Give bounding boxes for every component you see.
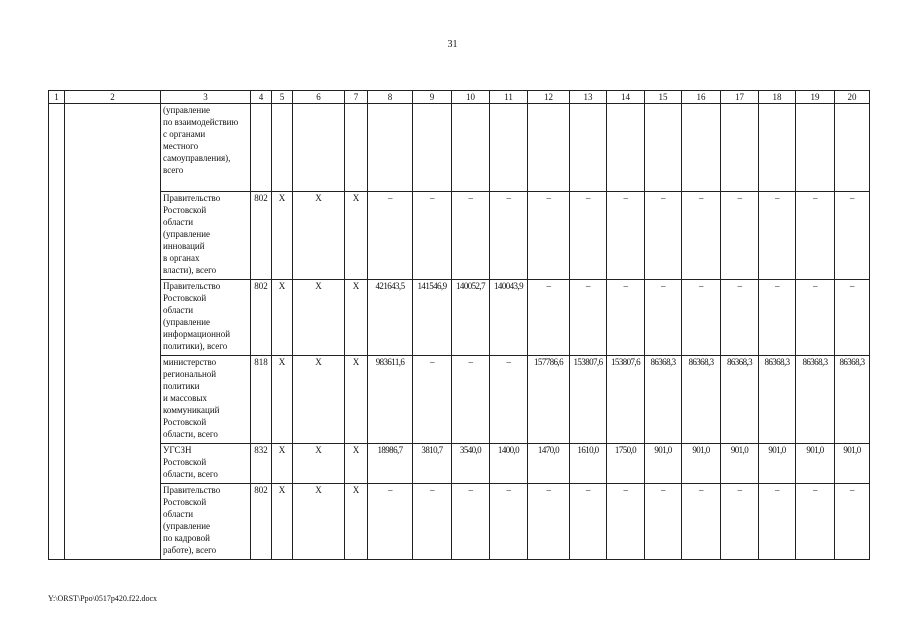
table-cell: 86368,3 bbox=[682, 356, 721, 444]
column-header: 18 bbox=[759, 91, 796, 104]
table-cell: – bbox=[759, 192, 796, 280]
table-cell: – bbox=[759, 280, 796, 356]
table-cell bbox=[721, 104, 759, 192]
column-header: 4 bbox=[251, 91, 272, 104]
table-row bbox=[49, 104, 870, 192]
table-cell bbox=[645, 104, 682, 192]
document-file-path: Y:\ORST\Ppo\0517p420.f22.docx bbox=[48, 594, 158, 603]
table-cell: – bbox=[452, 484, 490, 560]
table-cell: 86368,3 bbox=[645, 356, 682, 444]
table-cell: – bbox=[528, 192, 570, 280]
table-cell: – bbox=[570, 192, 607, 280]
table-cell: – bbox=[835, 192, 870, 280]
table-cell: – bbox=[452, 356, 490, 444]
table-cell: – bbox=[796, 280, 835, 356]
table-cell bbox=[368, 104, 413, 192]
executor-name: Правительство Ростовской области (управление информационной политики), всего bbox=[161, 280, 251, 356]
table-cell: – bbox=[682, 484, 721, 560]
table-cell: 86368,3 bbox=[796, 356, 835, 444]
table-cell: – bbox=[835, 280, 870, 356]
table-cell: – bbox=[796, 484, 835, 560]
table-cell: – bbox=[490, 356, 528, 444]
table-cell bbox=[570, 104, 607, 192]
table-cell: X bbox=[345, 444, 368, 484]
table-cell: 901,0 bbox=[835, 444, 870, 484]
table-cell: X bbox=[272, 192, 293, 280]
column-header: 6 bbox=[293, 91, 345, 104]
table-cell: 832 bbox=[251, 444, 272, 484]
table-cell bbox=[759, 104, 796, 192]
table-cell bbox=[251, 104, 272, 192]
table-cell: 140043,9 bbox=[490, 280, 528, 356]
table-row bbox=[49, 444, 870, 484]
table-row bbox=[49, 280, 870, 356]
table-cell: 421643,5 bbox=[368, 280, 413, 356]
table-cell bbox=[345, 104, 368, 192]
table-cell: 86368,3 bbox=[835, 356, 870, 444]
table-cell: X bbox=[345, 356, 368, 444]
table-cell bbox=[452, 104, 490, 192]
table-cell: X bbox=[293, 356, 345, 444]
table-cell: 3810,7 bbox=[413, 444, 452, 484]
header-row bbox=[49, 91, 870, 104]
program-cell bbox=[65, 104, 161, 560]
table-cell: – bbox=[570, 484, 607, 560]
table-cell: – bbox=[413, 356, 452, 444]
table-cell: X bbox=[272, 356, 293, 444]
table-cell bbox=[413, 104, 452, 192]
table-cell: – bbox=[490, 192, 528, 280]
table-cell: – bbox=[490, 484, 528, 560]
table-cell: 141546,9 bbox=[413, 280, 452, 356]
table-cell: – bbox=[413, 484, 452, 560]
table-cell: 983611,6 bbox=[368, 356, 413, 444]
budget-table-container bbox=[48, 90, 870, 560]
index-cell bbox=[49, 104, 65, 560]
column-header: 15 bbox=[645, 91, 682, 104]
table-cell: 86368,3 bbox=[721, 356, 759, 444]
table-cell: 802 bbox=[251, 192, 272, 280]
table-cell: 1470,0 bbox=[528, 444, 570, 484]
table-cell: X bbox=[293, 484, 345, 560]
table-row bbox=[49, 192, 870, 280]
column-header: 7 bbox=[345, 91, 368, 104]
table-cell: 140052,7 bbox=[452, 280, 490, 356]
table-cell: – bbox=[607, 192, 645, 280]
executor-name: Правительство Ростовской области (управление по кадровой работе), всего bbox=[161, 484, 251, 560]
column-header: 19 bbox=[796, 91, 835, 104]
table-cell: 3540,0 bbox=[452, 444, 490, 484]
table-cell: 153807,6 bbox=[607, 356, 645, 444]
table-cell: – bbox=[607, 484, 645, 560]
table-cell: – bbox=[528, 484, 570, 560]
column-header: 10 bbox=[452, 91, 490, 104]
executor-name: УГСЗН Ростовской области, всего bbox=[161, 444, 251, 484]
column-header: 14 bbox=[607, 91, 645, 104]
table-cell: – bbox=[368, 192, 413, 280]
column-header: 8 bbox=[368, 91, 413, 104]
table-cell: 157786,6 bbox=[528, 356, 570, 444]
table-cell: – bbox=[721, 192, 759, 280]
table-cell: – bbox=[368, 484, 413, 560]
table-cell: – bbox=[645, 280, 682, 356]
table-cell: X bbox=[272, 484, 293, 560]
table-cell: 802 bbox=[251, 484, 272, 560]
table-cell: 86368,3 bbox=[759, 356, 796, 444]
table-cell: – bbox=[682, 280, 721, 356]
table-cell: – bbox=[682, 192, 721, 280]
table-cell: – bbox=[835, 484, 870, 560]
table-cell: X bbox=[293, 192, 345, 280]
table-cell bbox=[528, 104, 570, 192]
page-number: 31 bbox=[447, 39, 458, 50]
column-header: 1 bbox=[49, 91, 65, 104]
table-cell: 901,0 bbox=[721, 444, 759, 484]
column-header: 12 bbox=[528, 91, 570, 104]
column-header: 9 bbox=[413, 91, 452, 104]
table-cell bbox=[835, 104, 870, 192]
table-cell: X bbox=[345, 280, 368, 356]
column-header: 3 bbox=[161, 91, 251, 104]
table-cell: 802 bbox=[251, 280, 272, 356]
table-cell: X bbox=[345, 484, 368, 560]
table-cell: – bbox=[570, 280, 607, 356]
table-cell bbox=[490, 104, 528, 192]
column-header: 11 bbox=[490, 91, 528, 104]
table-cell bbox=[607, 104, 645, 192]
table-cell bbox=[796, 104, 835, 192]
table-cell: – bbox=[721, 484, 759, 560]
table-cell: – bbox=[645, 192, 682, 280]
column-header: 16 bbox=[682, 91, 721, 104]
budget-table bbox=[48, 90, 870, 560]
table-cell: 153807,6 bbox=[570, 356, 607, 444]
executor-name: министерство региональной политики и массовых коммуникаций Ростовской области, всего bbox=[161, 356, 251, 444]
column-header: 2 bbox=[65, 91, 161, 104]
table-row bbox=[49, 484, 870, 560]
column-header: 13 bbox=[570, 91, 607, 104]
table-cell: – bbox=[607, 280, 645, 356]
column-header: 17 bbox=[721, 91, 759, 104]
table-cell bbox=[272, 104, 293, 192]
table-cell: X bbox=[293, 444, 345, 484]
table-cell: – bbox=[528, 280, 570, 356]
table-cell: – bbox=[759, 484, 796, 560]
executor-name: Правительство Ростовской области (управление инноваций в органах власти), всего bbox=[161, 192, 251, 280]
table-cell: – bbox=[413, 192, 452, 280]
table-cell: 901,0 bbox=[759, 444, 796, 484]
table-cell: – bbox=[452, 192, 490, 280]
table-cell: 901,0 bbox=[682, 444, 721, 484]
executor-name: (управление по взаимодействию с органами местного самоуправления), всего bbox=[161, 104, 251, 192]
table-cell: – bbox=[796, 192, 835, 280]
table-cell: X bbox=[272, 444, 293, 484]
table-cell: X bbox=[345, 192, 368, 280]
table-row bbox=[49, 356, 870, 444]
table-cell bbox=[293, 104, 345, 192]
table-cell: 901,0 bbox=[645, 444, 682, 484]
column-header: 20 bbox=[835, 91, 870, 104]
table-cell: 18986,7 bbox=[368, 444, 413, 484]
table-cell: X bbox=[293, 280, 345, 356]
table-cell: 818 bbox=[251, 356, 272, 444]
table-cell: X bbox=[272, 280, 293, 356]
column-header: 5 bbox=[272, 91, 293, 104]
table-cell: 1750,0 bbox=[607, 444, 645, 484]
table-cell: 901,0 bbox=[796, 444, 835, 484]
table-cell bbox=[682, 104, 721, 192]
table-cell: 1610,0 bbox=[570, 444, 607, 484]
table-cell: – bbox=[645, 484, 682, 560]
table-cell: 1400,0 bbox=[490, 444, 528, 484]
table-cell: – bbox=[721, 280, 759, 356]
